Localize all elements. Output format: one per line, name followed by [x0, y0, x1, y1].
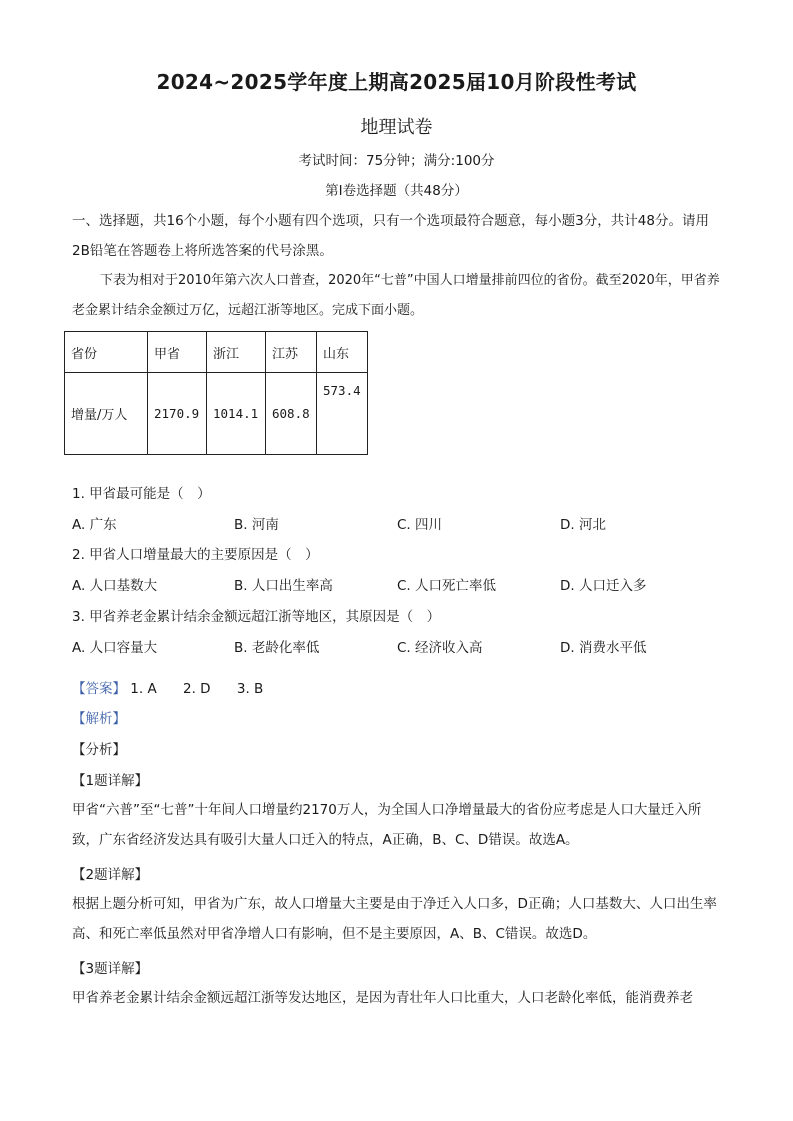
answer-label: 【答案】 [72, 681, 126, 697]
question-2-option-a: A. 人口基数大 [72, 578, 158, 594]
answer-line [72, 677, 263, 697]
question-1-option-a: A. 广东 [72, 517, 117, 533]
question-3-option-c: C. 经济收入高 [397, 640, 483, 656]
exam-meta: 考试时间：75分钟；满分:100分 [298, 153, 495, 169]
table-row [65, 373, 368, 455]
question-2-option-b: B. 人口出生率高 [234, 578, 333, 594]
table-header-cell: 甲省 [148, 332, 207, 373]
instructions: 一、选择题，共16个小题，每个小题有四个选项，只有一个选项最符合题意，每小题3分，共计48分。请用2B铅笔在答题卷上将所选答案的代号涂黑。 [72, 213, 709, 259]
table-header-cell: 省份 [65, 332, 148, 373]
detail-2-text: 根据上题分析可知，甲省为广东，故人口增量大主要是由于净迁入人口多，D正确；人口基数大、人口出生率高、和死亡率低虽然对甲省净增人口有影响，但不是主要原因，A、B、C错误。故选D。 [72, 896, 717, 942]
question-1-option-b: B. 河南 [234, 517, 279, 533]
question-1-stem: 1. 甲省最可能是（ ） [72, 486, 211, 502]
table-cell: 608.8 [266, 373, 317, 455]
table-header-row [65, 332, 368, 373]
detail-3-text: 甲省养老金累计结余金额远超江浙等发达地区，是因为青壮年人口比重大，人口老龄化率低，能消费养老 [72, 990, 693, 1006]
question-2-option-d: D. 人口迁入多 [560, 578, 647, 594]
analysis-label: 【解析】 [72, 711, 126, 727]
subject-title: 地理试卷 [360, 117, 433, 138]
answer-item: 3. B [236, 681, 264, 697]
question-1-option-d: D. 河北 [560, 517, 606, 533]
question-3-option-b: B. 老龄化率低 [234, 640, 320, 656]
question-2-stem: 2. 甲省人口增量最大的主要原因是（ ） [72, 547, 319, 563]
table-cell: 1014.1 [207, 373, 266, 455]
section-heading: 第Ⅰ卷选择题（共48分） [325, 183, 468, 199]
detail-1-text: 甲省“六普”至“七普”十年间人口增量约2170万人，为全国人口净增量最大的省份应考虑是人口大量迁入所致，广东省经济发达具有吸引大量人口迁入的特点，A正确，B、C、D错误。故选A。 [72, 802, 702, 848]
table-header-cell: 江苏 [266, 332, 317, 373]
fenxi-label: 【分析】 [72, 742, 126, 758]
table-cell: 2170.9 [148, 373, 207, 455]
detail-2-label: 【2题详解】 [72, 867, 149, 883]
table-header-cell: 浙江 [207, 332, 266, 373]
exam-title: 2024~2025学年度上期高2025届10月阶段性考试 [156, 70, 637, 94]
population-table [64, 331, 368, 455]
table-header-cell: 山东 [317, 332, 368, 373]
table-cell: 573.4 [317, 373, 368, 455]
question-3-option-d: D. 消费水平低 [560, 640, 647, 656]
answer-item: 1. A [130, 681, 157, 697]
question-2-option-c: C. 人口死亡率低 [397, 578, 497, 594]
question-3-option-a: A. 人口容量大 [72, 640, 158, 656]
intro-paragraph: 下表为相对于2010年第六次人口普查，2020年“七普”中国人口增量排前四位的省份。截至2020年，甲省养老金累计结余金额过万亿，远超江浙等地区。完成下面小题。 [72, 273, 720, 318]
question-3-stem: 3. 甲省养老金累计结余金额远超江浙等地区，其原因是（ ） [72, 609, 441, 625]
table-row-label: 增量/万人 [65, 373, 148, 455]
question-1-option-c: C. 四川 [397, 517, 443, 533]
detail-3-label: 【3题详解】 [72, 961, 149, 977]
detail-1-label: 【1题详解】 [72, 773, 149, 789]
answer-item: 2. D [183, 681, 211, 697]
